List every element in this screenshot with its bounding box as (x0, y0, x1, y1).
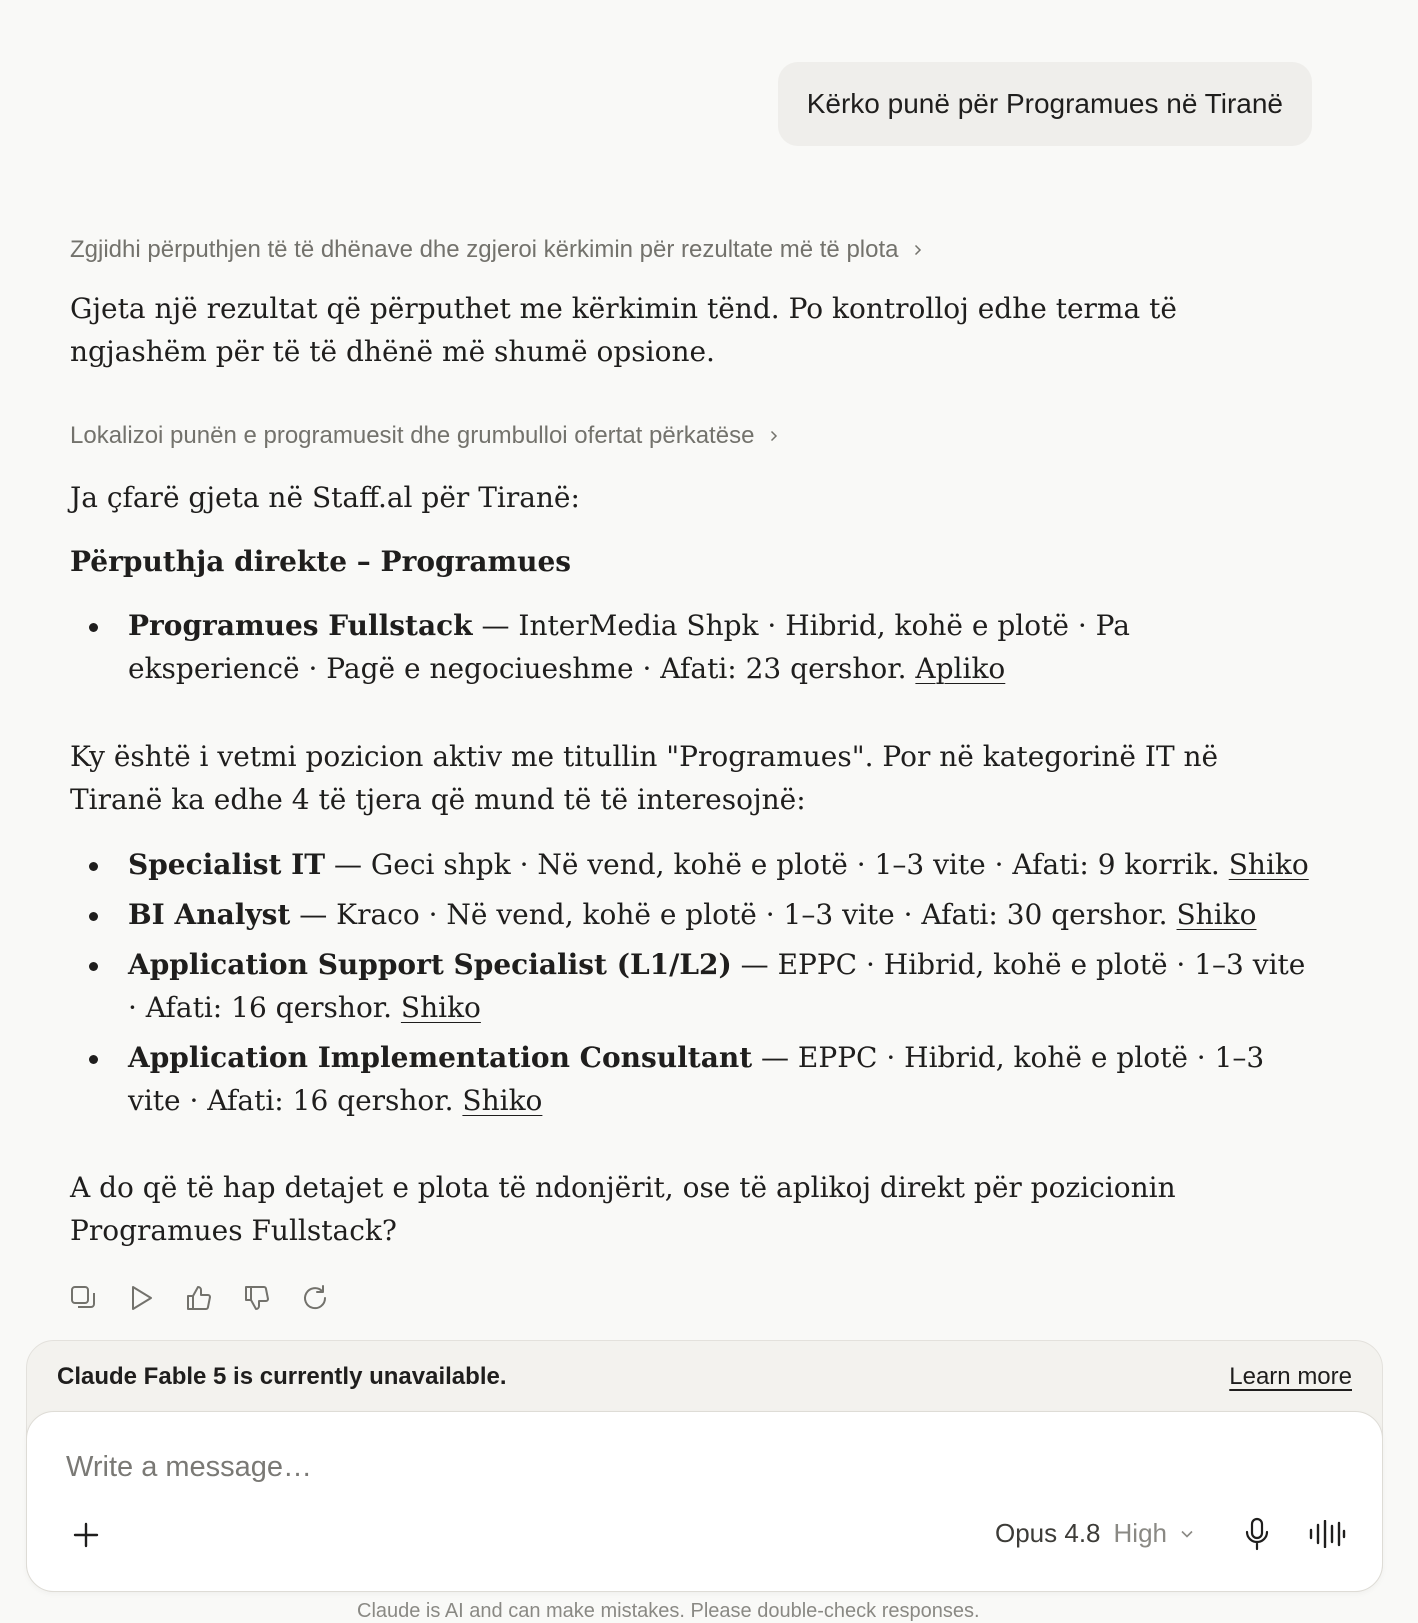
list-item (70, 843, 1310, 886)
job-details: — Kraco · Në vend, kohë e plotë · 1–3 vite · Afati: 30 qershor. (290, 898, 1177, 931)
view-link[interactable]: Shiko (462, 1084, 543, 1117)
model-selector[interactable] (995, 1518, 1194, 1549)
chevron-right-icon (912, 244, 924, 256)
microphone-icon[interactable] (1242, 1517, 1272, 1551)
apply-link[interactable]: Apliko (915, 652, 1006, 685)
direct-match-list (70, 604, 1310, 690)
response-paragraph-3 (70, 735, 1310, 821)
heading-text: Përputhja direkte – Programues (70, 545, 572, 578)
thumbs-up-icon[interactable] (184, 1283, 214, 1313)
job-details: — InterMedia Shpk · Hibrid, kohë e plotë · Pa eksperiencë · Pagë e negociueshme · Afati: 23 qershor. (128, 609, 1130, 685)
job-title: Application Support Specialist (L1/L2) (128, 948, 732, 981)
view-link[interactable]: Shiko (1228, 848, 1309, 881)
message-composer (26, 1411, 1383, 1592)
user-message-text: Kërko punë për Programues në Tiranë (806, 88, 1283, 119)
response-heading (70, 540, 1310, 583)
list-item (70, 943, 1310, 1029)
view-link[interactable]: Shiko (1176, 898, 1257, 931)
paragraph-text: A do që të hap detajet e plota të ndonjërit, ose të aplikoj direkt për pozicionin Programues Fullstack? (70, 1171, 1176, 1247)
voice-mode-icon[interactable] (1308, 1520, 1346, 1548)
paragraph-text: Ky është i vetmi pozicion aktiv me titullin "Programues". Por në kategorinë IT në Tiranë ka edhe 4 të tjera që mund të të interesojnë: (70, 740, 1219, 816)
play-icon[interactable] (126, 1283, 156, 1313)
response-paragraph-4 (70, 1166, 1310, 1252)
job-title: BI Analyst (128, 898, 291, 931)
thinking-step-label: Lokalizoi punën e programuesit dhe grumbulloi ofertat përkatëse (70, 422, 755, 449)
chevron-right-icon (768, 430, 780, 442)
copy-icon[interactable] (68, 1283, 98, 1313)
job-details: — EPPC · Hibrid, kohë e plotë · 1–3 vite · Afati: 16 qershor. (128, 948, 1306, 1024)
job-title: Application Implementation Consultant (128, 1041, 753, 1074)
job-title: Specialist IT (128, 848, 326, 881)
composer-container (26, 1340, 1383, 1592)
thinking-step-1[interactable] (70, 236, 924, 264)
response-paragraph-2 (70, 476, 1310, 519)
thumbs-down-icon[interactable] (242, 1283, 272, 1313)
thinking-step-label: Zgjidhi përputhjen të të dhënave dhe zgjeroi kërkimin për rezultate më të plota (70, 236, 899, 263)
chevron-down-icon (1180, 1527, 1194, 1541)
retry-icon[interactable] (300, 1283, 330, 1313)
job-details: — EPPC · Hibrid, kohë e plotë · 1–3 vite · Afati: 16 qershor. (128, 1041, 1265, 1117)
message-input[interactable] (64, 1442, 968, 1492)
learn-more-link[interactable]: Learn more (1229, 1362, 1352, 1390)
unavailable-banner (27, 1341, 1382, 1412)
job-details: — Geci shpk · Në vend, kohë e plotë · 1–3 vite · Afati: 9 korrik. (325, 848, 1229, 881)
message-actions (68, 1283, 330, 1313)
user-message-bubble (778, 62, 1312, 146)
job-title: Programues Fullstack (128, 609, 473, 642)
thinking-step-2[interactable] (70, 422, 780, 450)
plus-icon[interactable] (71, 1520, 101, 1550)
list-item (70, 893, 1310, 936)
paragraph-text: Ja çfarë gjeta në Staff.al për Tiranë: (70, 481, 580, 514)
model-name: Opus 4.8 (995, 1518, 1101, 1548)
disclaimer-text: Claude is AI and can make mistakes. Please double-check responses. (357, 1600, 980, 1622)
list-item (70, 604, 1310, 690)
other-jobs-list (70, 843, 1310, 1122)
effort-level: High (1113, 1518, 1167, 1548)
list-item (70, 1036, 1310, 1122)
view-link[interactable]: Shiko (400, 991, 481, 1024)
banner-text: Claude Fable 5 is currently unavailable. (57, 1362, 507, 1390)
paragraph-text: Gjeta një rezultat që përputhet me kërkimin tënd. Po kontrolloj edhe terma të ngjashëm për të të dhënë më shumë opsione. (70, 292, 1177, 368)
response-paragraph-1 (70, 287, 1310, 373)
